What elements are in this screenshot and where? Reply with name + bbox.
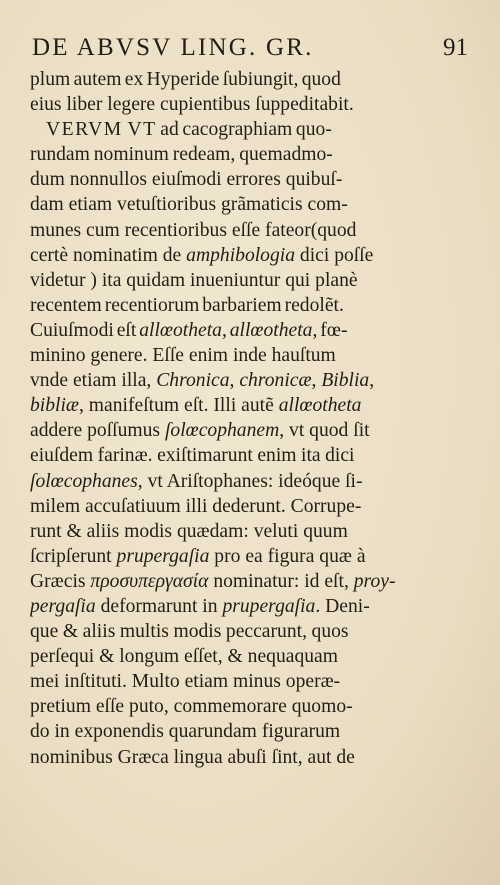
text-line [30,519,470,544]
text-line [30,293,470,318]
italic-run: proy- [353,570,396,592]
text-run: que & aliis multis modis peccarunt, quos [30,621,349,643]
text-line [30,67,470,92]
text-line [30,418,470,443]
text-run: , vt Ariſtophanes: ideóque ſi- [137,470,363,492]
text-run: nominibus Græca lingua abuſi ſint, aut de [30,746,355,768]
italic-run: allœotheta [139,319,222,341]
text-run: do in exponendis quarundam figurarum [30,721,341,743]
text-run: ad cacographiam quo- [156,119,332,141]
text-run: , manifeſtum eſt. Illi autẽ [79,395,279,417]
text-line [30,719,470,744]
body-text [30,67,470,770]
text-run: munes cum recentioribus eſſe fateor(quod [30,219,357,241]
text-run: , [229,370,240,392]
text-run: pro ea figura quæ à [209,545,366,567]
text-run: , [369,370,375,392]
text-line [30,443,470,468]
text-run: vnde etiam illa, [30,370,157,392]
text-run: , [221,319,230,341]
text-run: eius liber legere cupientibus ſuppeditabit. [30,94,354,116]
text-line [30,368,470,393]
text-line [30,218,470,243]
text-line [30,469,470,494]
text-line [30,594,470,619]
running-header [32,34,472,68]
text-run: mei inſtituti. Multo etiam minus operæ- [30,671,341,693]
text-line [30,393,470,418]
text-line [30,268,470,293]
italic-run: pergaſia [30,595,96,617]
text-line [30,92,470,117]
text-run: nominatur: id eſt, [208,570,354,592]
text-line [30,343,470,368]
text-run: . Deni- [315,595,370,617]
text-run: pretium eſſe puto, commemorare quomo- [30,696,353,718]
text-line [30,192,470,217]
italic-run: ſolœcophanes [30,470,138,492]
text-line [30,694,470,719]
text-run: eiuſdem farinæ. exiſtimarunt enim ita dici [30,445,355,467]
italic-run: prupergaſia [222,595,316,617]
text-run: recentem recentiorum barbariem redolẽt. [30,294,344,316]
text-line [30,544,470,569]
text-run: Græcis [30,570,91,592]
text-line [30,167,470,192]
text-run: certè nominatim de [30,244,187,266]
text-run: milem accuſatiuum illi dederunt. Corrupe- [30,495,362,517]
small-caps-run: VERVM VT [46,119,157,141]
text-run: addere poſſumus [30,420,165,442]
text-line [30,117,470,142]
text-line [30,494,470,519]
italic-run: bibliæ [30,395,79,417]
text-line [30,243,470,268]
italic-run: amphibologia [186,244,296,266]
text-run: ſcripſerunt [30,545,117,567]
text-run: , fœ- [312,319,348,341]
italic-run: prupergaſia [116,545,210,567]
text-line [30,745,470,770]
italic-run: ſolœcophanem [164,420,280,442]
italic-run: Biblia [321,370,370,392]
text-run: dum nonnullos eiuſmodi errores quibuſ- [30,169,343,191]
running-title: DE ABVSV LING. GR. [32,34,314,61]
text-run: Cuiuſmodi eſt [30,319,140,341]
text-line [30,318,470,343]
text-run: plum autem ex Hyperide ſubiungit, quod [30,69,341,90]
text-line [30,644,470,669]
text-run: dici poſſe [295,244,374,266]
italic-run: chronicæ [239,370,312,392]
italic-run: προσυπεργασία [90,570,209,592]
text-line [30,669,470,694]
text-run: , [311,370,322,392]
text-run: dam etiam vetuſtioribus grãmaticis com- [30,194,348,216]
text-run: videtur ) ita quidam inueniuntur qui planè [30,269,358,291]
text-line [30,619,470,644]
text-run: deformarunt in [95,595,223,617]
italic-run: allœotheta [278,395,362,417]
text-line [30,569,470,594]
text-line [30,142,470,167]
text-run: perſequi & longum eſſet, & nequaquam [30,646,338,668]
text-run: runt & aliis modis quædam: veluti quum [30,520,348,542]
page-number: 91 [443,34,468,61]
text-run: minino genere. Eſſe enim inde hauſtum [30,345,336,367]
italic-run: allœotheta [229,319,313,341]
italic-run: Chronica [156,370,230,392]
text-run: , vt quod ſit [279,420,370,442]
text-run: rundam nominum redeam, quemadmo- [30,144,333,166]
